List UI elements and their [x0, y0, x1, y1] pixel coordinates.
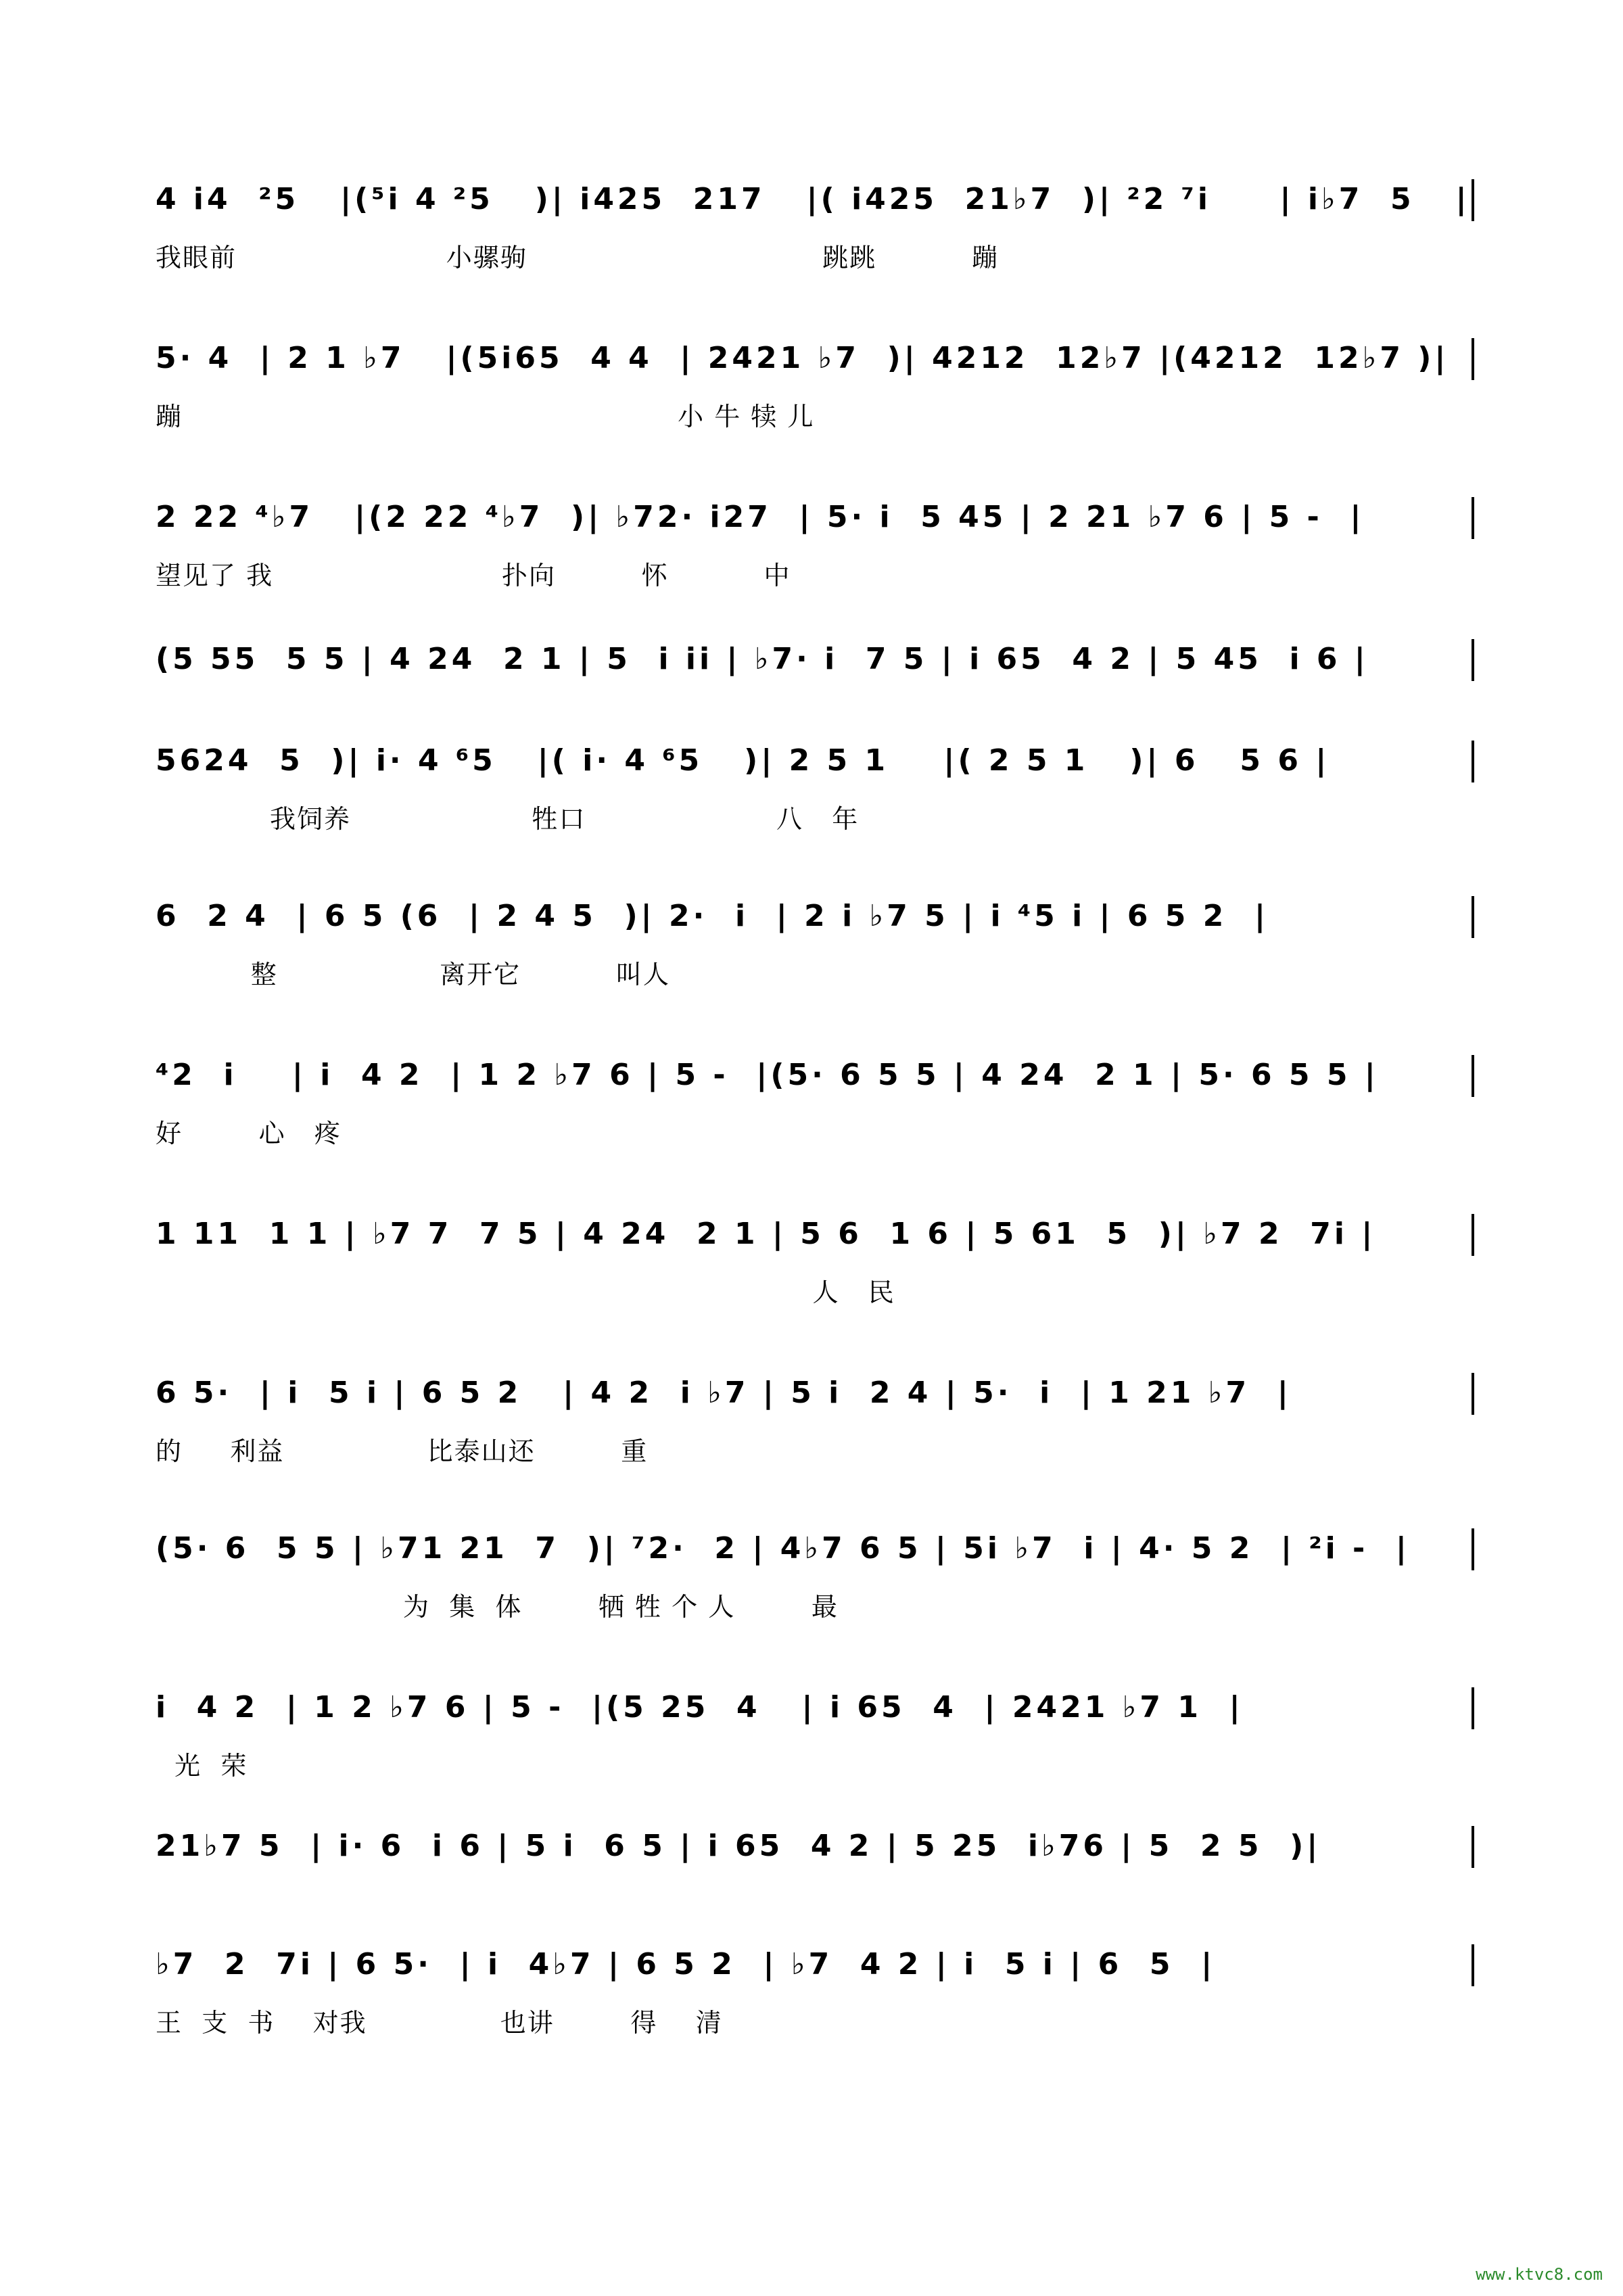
notation-line: i 4 2 | 1 2 ♭7 6 | 5 - |(5 25 4 | i 65 4 | 2421 ♭7 1 |	[156, 1690, 1244, 1725]
lyrics-line: 人 民	[156, 1278, 895, 1307]
lyrics-line: 整 离开它 叫人	[156, 960, 670, 989]
lyrics-line: 的 利益 比泰山还 重	[156, 1436, 649, 1466]
lyrics-line: 光 荣	[156, 1751, 248, 1781]
watermark: www.ktvc8.com	[1476, 2265, 1603, 2284]
barline	[1472, 896, 1474, 938]
barline	[1472, 1826, 1474, 1868]
notation-line: (5 55 5 5 | 4 24 2 1 | 5 i ii | ♭7· i 7 5 | i 65 4 2 | 5 45 i 6 |	[156, 642, 1369, 676]
notation-line: 5· 4 | 2 1 ♭7 |(5i65 4 4 | 2421 ♭7 )| 4212 12♭7 |(4212 12♭7 )|	[156, 341, 1449, 375]
notation-line: 21♭7 5 | i· 6 i 6 | 5 i 6 5 | i 65 4 2 | 5 25 i♭76 | 5 2 5 )|	[156, 1829, 1321, 1863]
barline	[1472, 639, 1474, 681]
lyrics-line	[156, 697, 1474, 738]
notation-line: 4 i4 ²5 |(⁵i 4 ²5 )| i425 217 |( i425 21♭7 )| ²2 ⁷i | i♭7 5 |	[156, 182, 1470, 216]
notation-line: 5624 5 )| i· 4 ⁶5 |( i· 4 ⁶5 )| 2 5 1 |( 2 5 1 )| 6 5 6 |	[156, 743, 1330, 778]
notation-line: 6 2 4 | 6 5 (6 | 2 4 5 )| 2· i | 2 i ♭7 5 | i ⁴5 i | 6 5 2 |	[156, 899, 1269, 933]
barline	[1472, 741, 1474, 782]
barline	[1472, 1528, 1474, 1570]
barline	[1472, 1055, 1474, 1097]
lyrics-line: 好 心 疼	[156, 1119, 342, 1148]
lyrics-line	[156, 1884, 1474, 1925]
notation-line: 1 11 1 1 | ♭7 7 7 5 | 4 24 2 1 | 5 6 1 6 | 5 61 5 )| ♭7 2 7i |	[156, 1217, 1376, 1251]
notation-line: 2 22 ⁴♭7 |(2 22 ⁴♭7 )| ♭72· i27 | 5· i 5 45 | 2 21 ♭7 6 | 5 - |	[156, 500, 1365, 534]
lyrics-line: 王 支 书 对我 也讲 得 清	[156, 2008, 723, 2038]
barline	[1472, 1687, 1474, 1729]
lyrics-line: 为 集 体 牺 牲 个 人 最	[156, 1592, 839, 1622]
barline	[1472, 1373, 1474, 1415]
lyrics-line: 我眼前 小骡驹 跳跳 蹦	[156, 243, 999, 273]
barline	[1472, 179, 1474, 221]
barline	[1472, 1944, 1474, 1986]
notation-line: ⁴2 i | i 4 2 | 1 2 ♭7 6 | 5 - |(5· 6 5 5 | 4 24 2 1 | 5· 6 5 5 |	[156, 1058, 1379, 1092]
notation-line: (5· 6 5 5 | ♭71 21 7 )| ⁷2· 2 | 4♭7 6 5 | 5i ♭7 i | 4· 5 2 | ²i - |	[156, 1531, 1410, 1566]
barline	[1472, 1214, 1474, 1256]
barline	[1472, 497, 1474, 539]
lyrics-line: 我饲养 牲口 八 年	[156, 804, 860, 834]
notation-line: ♭7 2 7i | 6 5· | i 4♭7 | 6 5 2 | ♭7 4 2 | i 5 i | 6 5 |	[156, 1947, 1216, 1982]
notation-line: 6 5· | i 5 i | 6 5 2 | 4 2 i ♭7 | 5 i 2 4 | 5· i | 1 21 ♭7 |	[156, 1376, 1292, 1410]
lyrics-line: 望见了 我 扑向 怀 中	[156, 561, 791, 590]
barline	[1472, 338, 1474, 380]
lyrics-line: 蹦 小 牛 犊 儿	[156, 402, 815, 431]
